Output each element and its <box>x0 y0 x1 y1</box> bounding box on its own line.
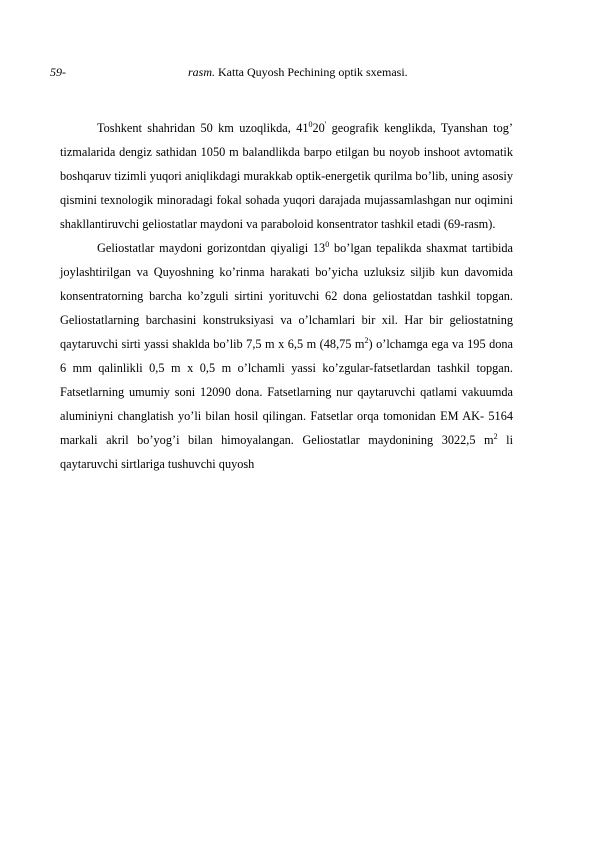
figure-title: Katta Quyosh Pechining optik sxemasi. <box>218 65 408 79</box>
degree-superscript: 0 <box>308 120 313 129</box>
paragraph-1 <box>60 116 513 236</box>
paragraph-2-text-d: li qaytaruvchi sirtlariga tushuvchi quyosh <box>60 433 513 471</box>
paragraph-1-text-a: Toshkent shahridan 50 km uzoqlikda, 41 <box>97 121 309 135</box>
paragraph-1-text-c: geografik kenglikda, Tyanshan tog’ tizmalarida dengiz sathidan 1050 m balandlikda barpo etilgan bu noyob inshoot avtomatik boshqaruv tizimli yuqori aniqlikdagi murakkab optik-energetik qurilma bo’lib, uning asosiy qismini texnologik minoradagi fokal sohada yuqori darajada mujassamlashgan nur oqimini shakllantiruvchi geliostatlar maydoni va paraboloid konsentrator tashkil etadi (69-rasm). <box>60 121 513 231</box>
figure-number: 59- <box>50 65 66 79</box>
degree-superscript: 0 <box>325 240 330 249</box>
paragraph-2 <box>60 236 513 476</box>
figure-label: rasm. <box>188 65 216 79</box>
square-superscript: 2 <box>364 336 369 345</box>
square-superscript: 2 <box>493 432 498 441</box>
paragraph-2-text-a: Geliostatlar maydoni gorizontdan qiyaligi 13 <box>97 241 326 255</box>
paragraph-2-text-c: ) o’lchamga ega va 195 dona 6 mm qalinlikli 0,5 m x 0,5 m o’lchamli yassi ko’zgular-fatsetlardan tashkil topgan. Fatsetlarning umumiy soni 12090 dona. Fatsetlarning nur qaytaruvchi qatlami vakuumda aluminiyni changlatish yo’li bilan hosil qilingan. Fatsetlar orqa tomonidan EM AK- 5164 markali akril bo’yog’i bilan himoyalangan. Geliostatlar maydonining 3022,5 m <box>60 337 513 447</box>
figure-caption <box>188 64 408 80</box>
paragraph-1-text-b: 20 <box>312 121 325 135</box>
minute-superscript: ' <box>324 120 327 129</box>
paragraph-2-text-b: bo’lgan tepalikda shaxmat tartibida joylashtirilgan va Quyoshning ko’rinma harakati bo’yicha uzluksiz siljib kun davomida konsentratorning barcha ko’zguli sirtini yorituvchi 62 dona geliostatdan tashkil topgan. Geliostatlarning barchasini konstruksiyasi va o’lchamlari bir xil. Har bir geliostatning qaytaruvchi sirti yassi shaklda bo’lib 7,5 m x 6,5 m (48,75 m <box>60 241 513 351</box>
body-text <box>60 116 513 476</box>
